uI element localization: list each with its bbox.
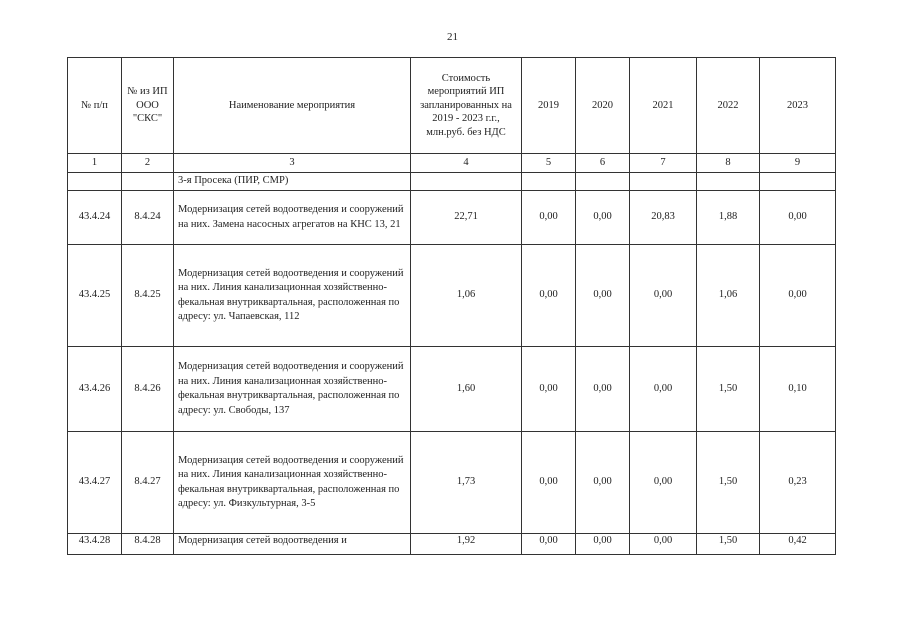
page-number: 21: [447, 31, 458, 43]
header-row: [68, 58, 836, 154]
row-2019: 0,00: [522, 347, 576, 432]
row-2023: 0,00: [760, 191, 836, 245]
header-2019: 2019: [522, 58, 576, 154]
column-number: 4: [411, 154, 522, 173]
row-2019: 0,00: [522, 191, 576, 245]
row-ip-num: 8.4.26: [122, 347, 174, 432]
row-ip-num: 8.4.28: [122, 534, 174, 555]
table-row: [68, 432, 836, 534]
row-2021: 0,00: [630, 347, 697, 432]
header-name: Наименование мероприятия: [174, 58, 411, 154]
row-2019: 0,00: [522, 245, 576, 347]
row-num: 43.4.25: [68, 245, 122, 347]
header-2023: 2023: [760, 58, 836, 154]
header-num: № п/п: [68, 58, 122, 154]
row-num: 43.4.28: [68, 534, 122, 555]
row-2023: 0,10: [760, 347, 836, 432]
header-cost: Стоимость мероприятий ИП запланированных на 2019 - 2023 г.г., млн.руб. без НДС: [411, 58, 522, 154]
row-num: 43.4.24: [68, 191, 122, 245]
row-cost: 1,92: [411, 534, 522, 555]
column-number: 9: [760, 154, 836, 173]
table-row: [68, 347, 836, 432]
row-2023: 0,00: [760, 245, 836, 347]
row-2022: 1,50: [697, 347, 760, 432]
row-2022: 1,50: [697, 534, 760, 555]
column-number: 5: [522, 154, 576, 173]
header-2021: 2021: [630, 58, 697, 154]
column-number: 8: [697, 154, 760, 173]
row-2023: 0,42: [760, 534, 836, 555]
column-number-row: [68, 154, 836, 173]
row-2020: 0,00: [576, 245, 630, 347]
row-2020: 0,00: [576, 534, 630, 555]
row-name: Модернизация сетей водоотведения и сооружений на них. Замена насосных агрегатов на КНС 13, 21: [174, 191, 411, 245]
row-2023: 0,23: [760, 432, 836, 534]
row-name: Модернизация сетей водоотведения и сооружений на них. Линия канализационная хозяйственно-фекальная внутриквартальная, расположенная по адресу: ул. Чапаевская, 112: [174, 245, 411, 347]
row-2019: 0,00: [522, 534, 576, 555]
row-2021: 0,00: [630, 534, 697, 555]
table-row: [68, 245, 836, 347]
row-2019: 0,00: [522, 432, 576, 534]
row-cost: 22,71: [411, 191, 522, 245]
header-2020: 2020: [576, 58, 630, 154]
row-name: Модернизация сетей водоотведения и сооружений на них. Линия канализационная хозяйственно-фекальная внутриквартальная, расположенная по адресу: ул. Свободы, 137: [174, 347, 411, 432]
row-cost: 1,73: [411, 432, 522, 534]
row-name: Модернизация сетей водоотведения и: [174, 534, 411, 555]
column-number: 1: [68, 154, 122, 173]
header-2022: 2022: [697, 58, 760, 154]
table-row: [68, 534, 836, 555]
row-2020: 0,00: [576, 347, 630, 432]
row-cost: 1,60: [411, 347, 522, 432]
row-2022: 1,88: [697, 191, 760, 245]
row-num: 43.4.26: [68, 347, 122, 432]
row-ip-num: 8.4.27: [122, 432, 174, 534]
row-2021: 0,00: [630, 432, 697, 534]
row-name: Модернизация сетей водоотведения и сооружений на них. Линия канализационная хозяйственно-фекальная внутриквартальная, расположенная по адресу: ул. Физкультурная, 3-5: [174, 432, 411, 534]
row-ip-num: 8.4.24: [122, 191, 174, 245]
row-cost: 1,06: [411, 245, 522, 347]
column-number: 2: [122, 154, 174, 173]
table-row: [68, 191, 836, 245]
row-2022: 1,50: [697, 432, 760, 534]
row-2022: 1,06: [697, 245, 760, 347]
column-number: 7: [630, 154, 697, 173]
section-title: 3-я Просека (ПИР, СМР): [174, 173, 411, 191]
row-2020: 0,00: [576, 191, 630, 245]
header-ip-num: № из ИП ООО "СКС": [122, 58, 174, 154]
investment-plan-table: [67, 57, 836, 555]
section-row: [68, 173, 836, 191]
row-2020: 0,00: [576, 432, 630, 534]
column-number: 3: [174, 154, 411, 173]
row-num: 43.4.27: [68, 432, 122, 534]
row-ip-num: 8.4.25: [122, 245, 174, 347]
column-number: 6: [576, 154, 630, 173]
row-2021: 20,83: [630, 191, 697, 245]
row-2021: 0,00: [630, 245, 697, 347]
